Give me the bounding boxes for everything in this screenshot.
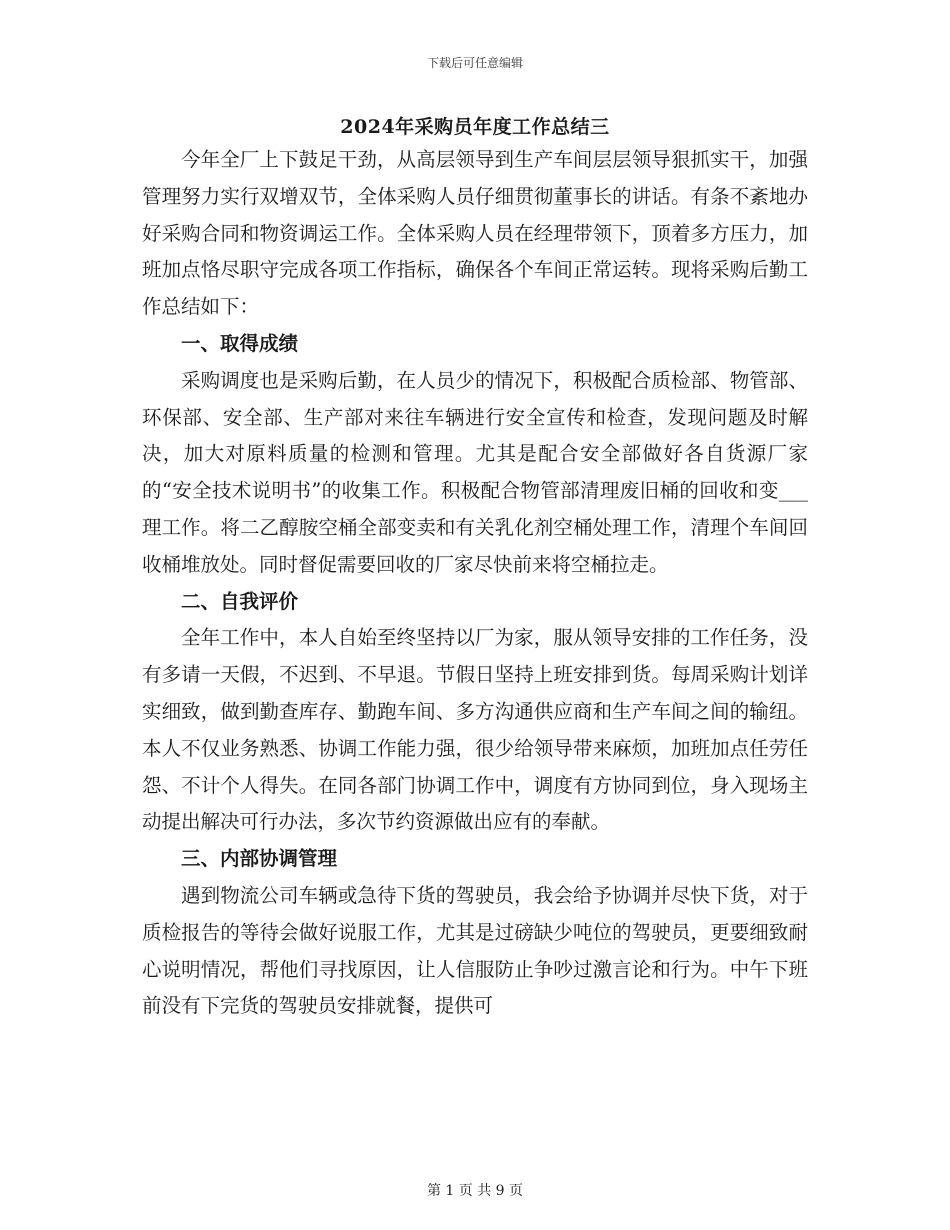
page-number: 第 1 页 共 9 页 (426, 1183, 524, 1199)
page-header-note: 下载后可任意编辑 (426, 56, 523, 70)
section-body-self-evaluation: 全年工作中，本人自始至终坚持以厂为家，服从领导安排的工作任务，没有多请一天假，不迟到、不早退。节假日坚持上班安排到货。每周采购计划详实细致，做到勤查库存、勤跑车间、多方沟通供应商和生产车间之间的输纽。本人不仅业务熟悉、协调工作能力强，很少给领导带来麻烦，加班加点任劳任怨、不计个人得失。在同各部门协调工作中，调度有方协同到位，身入现场主动提出解决可行办法，多次节约资源做出应有的奉献。 (142, 626, 808, 834)
section-heading-internal-coordination: 三、内部协调管理 (181, 847, 338, 871)
section-body-achievements: 采购调度也是采购后勤，在人员少的情况下，积极配合质检部、物管部、环保部、安全部、生产部对来往车辆进行安全宣传和检查，发现问题及时解决，加大对原料质量的检测和管理。尤其是配合安全部做好各自货源厂家的“安全技术说明书”的收集工作。积极配合物管部清理废旧桶的回收和变___理工作。将二乙醇胺空桶全部变卖和有关乳化剂空桶处理工作，清理个车间回收桶堆放处。同时督促需要回收的厂家尽快前来将空桶拉走。 (142, 368, 808, 576)
document-title: 2024年采购员年度工作总结三 (340, 116, 610, 138)
intro-paragraph: 今年全厂上下鼓足干劲，从高层领导到生产车间层层领导狠抓实干，加强管理努力实行双增双节，全体采购人员仔细贯彻董事长的讲话。有条不紊地办好采购合同和物资调运工作。全体采购人员在经理带领下，顶着多方压力，加班加点恪尽职守完成各项工作指标，确保各个车间正常运转。现将采购后勤工作总结如下： (142, 148, 808, 319)
section-body-internal-coordination: 遇到物流公司车辆或急待下货的驾驶员，我会给予协调并尽快下货，对于质检报告的等待会做好说服工作，尤其是过磅缺少吨位的驾驶员，更要细致耐心说明情况，帮他们寻找原因，让人信服防止争吵过激言论和行为。中午下班前没有下完货的驾驶员安排就餐，提供可 (142, 883, 808, 1018)
section-heading-self-evaluation: 二、自我评价 (181, 589, 299, 613)
section-heading-achievements: 一、取得成绩 (181, 331, 299, 355)
document-body (142, 142, 808, 1025)
